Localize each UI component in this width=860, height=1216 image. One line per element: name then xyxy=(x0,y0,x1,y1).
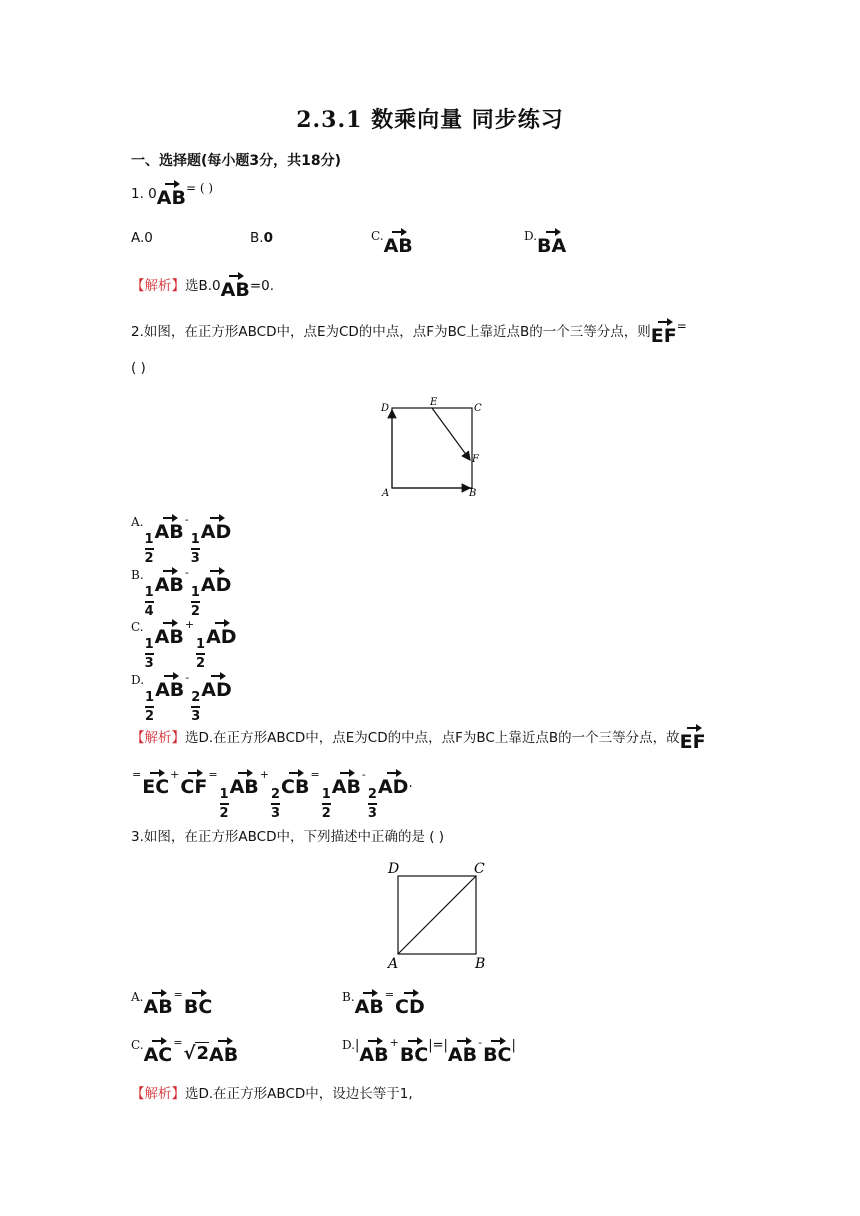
label-e: E xyxy=(430,397,438,408)
q2-option-a: A. $\frac{1}{2}$ AB- $\frac{1}{3}$ AD xyxy=(131,513,232,566)
vector-bc: BC xyxy=(483,1037,511,1065)
vector-ad: AD xyxy=(378,769,408,797)
label-c: C xyxy=(474,403,482,414)
vector-ab: AB xyxy=(384,228,413,256)
label-c: C xyxy=(474,861,485,877)
analysis-tag: 【解析】 xyxy=(131,278,185,294)
vector-ab: AB xyxy=(448,1037,477,1065)
vector-ab: AB xyxy=(155,619,184,647)
label-d: D xyxy=(388,861,400,877)
vector-ab: AB xyxy=(157,180,186,208)
vector-ab: AB xyxy=(155,514,184,542)
q3-option-a: A.AB=BC xyxy=(131,988,213,1018)
q2-option-b: B. $\frac{1}{4}$ AB- $\frac{1}{2}$ AD xyxy=(131,566,232,619)
q1-option-d: D.BA xyxy=(524,229,567,257)
vector-ad: AD xyxy=(206,619,236,647)
vector-bc: BC xyxy=(184,989,212,1017)
vector-ab: AB xyxy=(355,989,384,1017)
q2-stem: 2.如图，在正方形ABCD中，点E为CD的中点，点F为BC上靠近点B的一个三等分点，则EF= xyxy=(131,319,687,347)
analysis-tag: 【解析】 xyxy=(131,1086,185,1102)
q3-answer: 【解析】选D.在正方形ABCD中，设边长等于1, xyxy=(131,1086,413,1102)
q3-stem: 3.如图，在正方形ABCD中，下列描述中正确的是 ( ) xyxy=(131,829,445,845)
section-heading: 一、选择题(每小题3分，共18分) xyxy=(131,153,342,169)
vector-ef: EF xyxy=(651,318,677,346)
q1-option-a: A.0 xyxy=(131,230,153,246)
q2-square-figure xyxy=(378,396,488,500)
vector-cb: CB xyxy=(281,769,309,797)
q1-option-b: B.0 xyxy=(250,230,273,246)
label-a: A xyxy=(388,956,399,970)
q1-answer: 【解析】选B.0AB=0. xyxy=(131,272,274,300)
label-f: F xyxy=(472,454,479,465)
vector-ab: AB xyxy=(332,769,361,797)
label-a: A xyxy=(382,488,390,499)
vector-ad: AD xyxy=(201,672,231,700)
q2-option-c: C. $\frac{1}{3}$ AB+ $\frac{1}{2}$ AD xyxy=(131,618,237,671)
sqrt-two: √2 xyxy=(183,1043,209,1064)
q2-paren: ( ) xyxy=(131,360,146,376)
label-d: D xyxy=(381,403,390,414)
vector-ab: AB xyxy=(230,769,259,797)
q2-answer-equation: =EC+CF= $\frac{1}{2}$ AB+ $\frac{2}{3}$ CB= $\frac{1}{2}$ AB- $\frac{2}{3}$ AD. xyxy=(132,768,413,821)
vector-cd: CD xyxy=(395,989,425,1017)
vector-ec: EC xyxy=(142,769,169,797)
q1-stem: 1. 0AB= ( ) xyxy=(131,181,213,209)
vector-ba: BA xyxy=(537,228,566,256)
q3-option-c: C.AC=√2AB xyxy=(131,1036,239,1066)
vector-cf: CF xyxy=(180,769,207,797)
analysis-tag: 【解析】 xyxy=(131,730,185,746)
q2-option-d: D. $\frac{1}{2}$ AB- $\frac{2}{3}$ AD xyxy=(131,671,232,724)
label-b: B xyxy=(469,488,477,499)
page-title: 2.3.1 数乘向量 同步练习 xyxy=(296,107,564,133)
vector-ab: AB xyxy=(359,1037,388,1065)
vector-ab: AB xyxy=(155,672,184,700)
q1-option-c: C.AB xyxy=(371,229,413,257)
q3-square-figure xyxy=(383,856,493,970)
vector-ab: AB xyxy=(221,272,250,300)
vector-ab: AB xyxy=(209,1037,238,1065)
vector-ad: AD xyxy=(201,514,231,542)
vector-ab: AB xyxy=(155,567,184,595)
vector-ad: AD xyxy=(201,567,231,595)
vector-ab: AB xyxy=(143,989,172,1017)
vector-ef: EF xyxy=(680,724,706,752)
q3-option-b: B.AB=CD xyxy=(342,988,425,1018)
vector-ac: AC xyxy=(144,1037,173,1065)
q3-option-d: D.|AB+BC|=|AB-BC| xyxy=(342,1036,516,1066)
vector-bc: BC xyxy=(400,1037,428,1065)
label-b: B xyxy=(475,956,486,970)
q2-answer: 【解析】选D.在正方形ABCD中，点E为CD的中点，点F为BC上靠近点B的一个三等分点，故EF xyxy=(131,724,706,752)
